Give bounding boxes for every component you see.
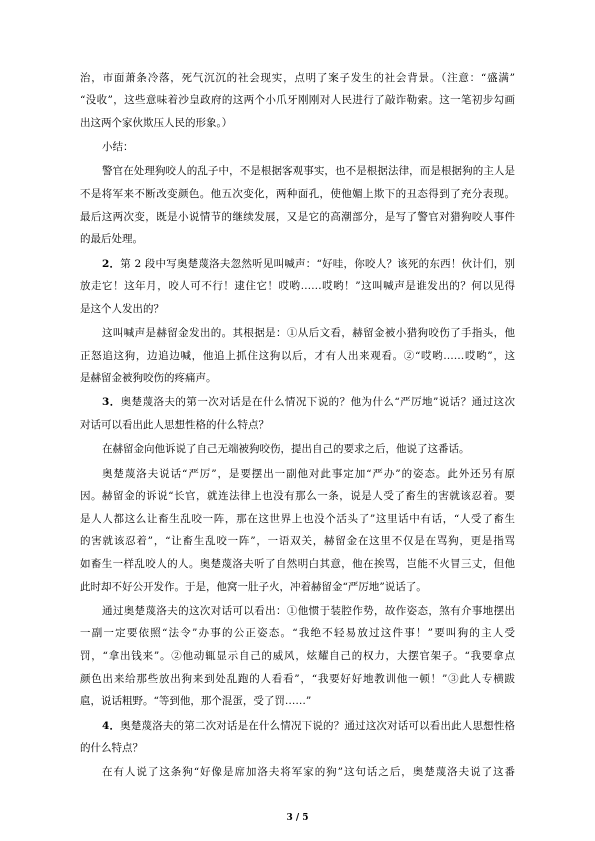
text-line: 因。赫留金的诉说“长官，就连法律上也没有那么一条，说是人受了畜生的害就该忍着。要: [80, 490, 515, 503]
text-line: 最后这两次变，既是小说情节的继续发展，又是它的高潮部分，是写了警官对猎狗咬人事件: [80, 210, 515, 223]
question-2: [80, 253, 515, 321]
question-number: 3．: [102, 396, 121, 409]
answer-4: [80, 761, 515, 784]
text-line: 奥楚蔑洛夫说话“严厉”，是要摆出一副他对此事定加“严办”的姿态。此外还另有原: [102, 467, 515, 480]
text-line: 颜色出来给那些放出狗来到处乱跑的人看看”，“我要好好地教训他一顿！”③此人专横跋: [80, 672, 515, 685]
text-line: 是赫留金被狗咬伤的疼痛声。: [80, 372, 217, 385]
text-line: 这叫喊声是赫留金发出的。其根据是：①从后文看，赫留金被小猎狗咬伤了手指头，他: [102, 326, 515, 339]
question-text: 奥楚蔑洛夫的第一次对话是在什么情况下说的？他为什么“严厉地”说话？通过这次: [120, 396, 515, 409]
text-line: [80, 253, 515, 276]
text-line: 对话可以看出此人思想性格的什么特点？: [80, 419, 269, 432]
question-3: [80, 391, 515, 436]
text-line: 治，市面萧条冷落，死气沉沉的社会现实，点明了案子发生的社会背景。（注意：“盛满”: [80, 71, 515, 84]
text-line: [80, 715, 515, 738]
page-body: [80, 67, 515, 784]
paragraph: [80, 463, 515, 599]
text-line: 如畜生一样乱咬人的人。奥楚蔑洛夫听了自然明白其意，他在挨骂，岂能不火冒三丈，但他: [80, 557, 515, 570]
page-number: 3 / 5: [286, 813, 309, 823]
question-text: 第 2 段中写奥楚蔑洛夫忽然听见叫喊声：“好哇，你咬人？该死的东西！伙计们，别: [120, 257, 515, 270]
text-line: 此时却不好公开发作。于是，他窝一肚子火，冲着赫留金“严厉地”说话了。: [80, 580, 427, 593]
text-line: 是人人都这么让畜生乱咬一阵，那在这世界上也没个活头了”这里话中有话，“人受了畜生: [80, 512, 515, 525]
summary-label: [80, 136, 515, 159]
text-line: 小结：: [102, 141, 134, 154]
question-number: 2．: [102, 257, 121, 270]
text-line: 不是将军来不断改变颜色。他五次变化，两种面孔，使他媚上欺下的丑态得到了充分表现。: [80, 188, 515, 201]
text-line: 罚，“拿出钱来”。②他动辄显示自己的威风，炫耀自己的权力，大摆官架子。“我要拿点: [80, 650, 515, 663]
text-line: 的最后处理。: [80, 233, 143, 246]
paragraph: [80, 160, 515, 250]
text-line: 一副一定要依照“法令”办事的公正姿态。“我绝不轻易放过这件事！”要叫狗的主人受: [80, 627, 515, 640]
text-line: 在有人说了这条狗“好像是席加洛夫将军家的狗”这句话之后，奥楚蔑洛夫说了这番: [102, 766, 515, 779]
paragraph: [80, 67, 515, 135]
text-line: 出这两个家伙欺压人民的形象。）: [80, 116, 233, 129]
text-line: 的害就该忍着”，“让畜生乱咬一阵”，一语双关，赫留金在这里不仅是在骂狗，更是指骂: [80, 535, 515, 548]
text-line: 正怒追这狗，边追边喊，他追上抓住这狗以后，才有人出来观看。②“哎哟……哎哟”，这: [80, 349, 515, 362]
text-line: 放走它！这年月，咬人可不行！逮住它！哎哟……哎哟！”这叫喊声是谁发出的？何以见得: [80, 280, 515, 293]
answer-3: [80, 438, 515, 461]
text-line: “没收”，这些意味着沙皇政府的这两个小爪牙刚刚对人民进行了敲诈勒索。这一笔初步勾画: [80, 94, 515, 107]
text-line: 是这个人发出的？: [80, 302, 164, 315]
answer-2: [80, 322, 515, 390]
text-line: 的什么特点？: [80, 742, 143, 755]
question-number: 4．: [102, 719, 121, 732]
text-line: 警官在处理狗咬人的乱子中，不是根据客观事实，也不是根据法律，而是根据狗的主人是: [102, 165, 515, 178]
text-line: 扈，说话粗野。“等到他，那个混蛋，受了罚……”: [80, 695, 312, 708]
text-line: [80, 391, 515, 414]
paragraph: [80, 600, 515, 713]
question-text: 奥楚蔑洛夫的第二次对话是在什么情况下说的？通过这次对话可以看出此人思想性格: [120, 719, 516, 732]
question-4: [80, 715, 515, 760]
text-line: 在赫留金向他诉说了自己无端被狗咬伤，提出自己的要求之后，他说了这番话。: [102, 443, 470, 456]
text-line: 通过奥楚蔑洛夫的这次对话可以看出：①他惯于装腔作势，故作姿态，煞有介事地摆出: [102, 604, 515, 617]
